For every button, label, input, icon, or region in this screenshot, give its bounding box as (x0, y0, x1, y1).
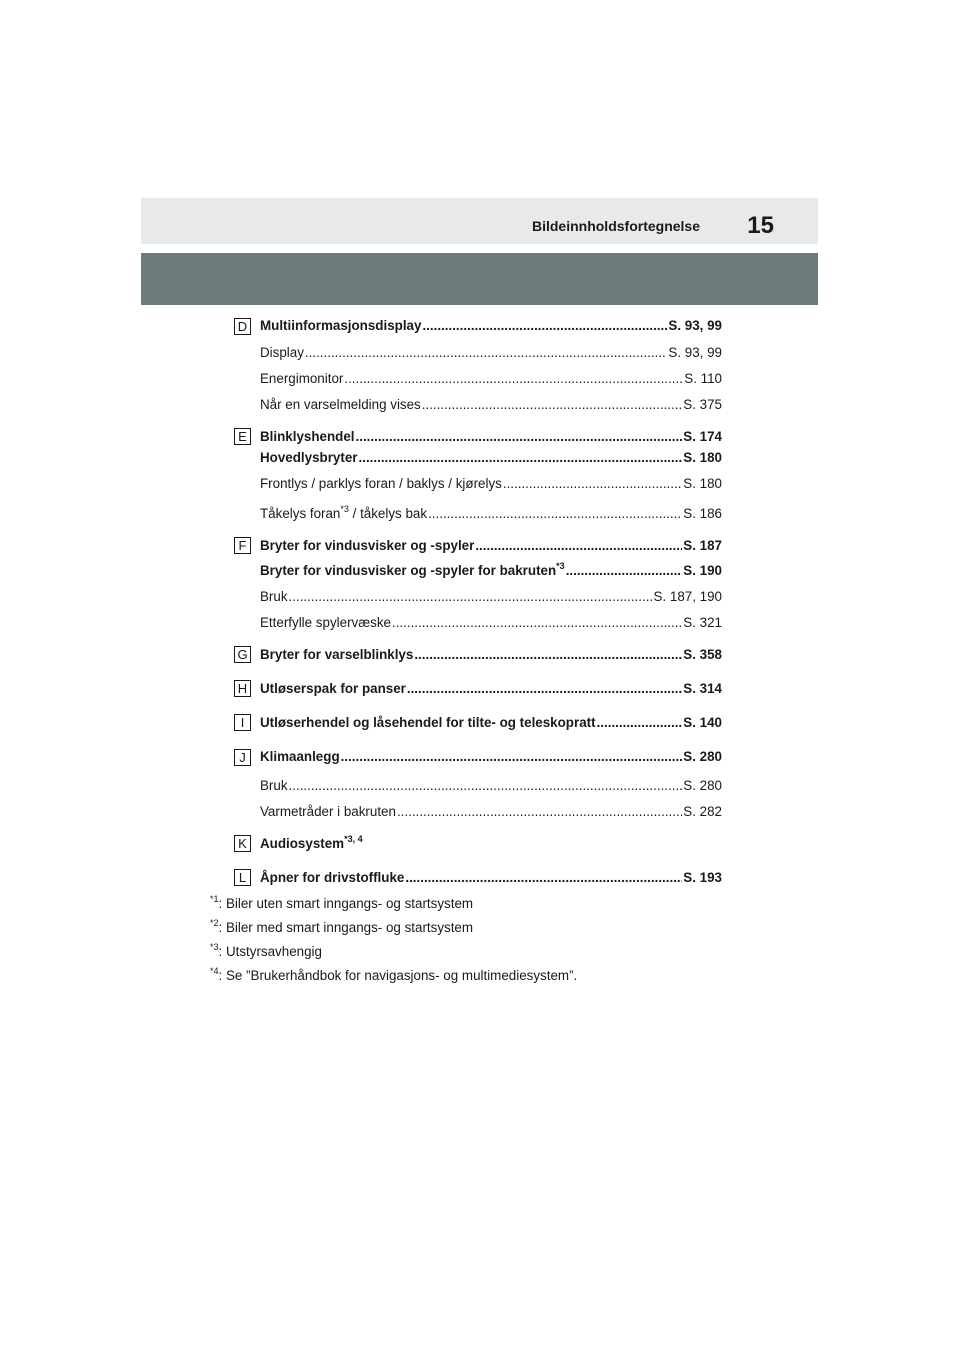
footnote-ref: *3 (340, 503, 349, 514)
entry-label: Bruk (260, 778, 288, 793)
entry-page: S. 375 (683, 397, 722, 412)
section-letter-e: E (234, 428, 251, 445)
entry-page: S. 93, 99 (668, 318, 722, 333)
section-letter-f: F (234, 537, 251, 554)
toc-entry[interactable] (260, 778, 722, 793)
entry-page: S. 110 (684, 371, 722, 386)
entry-page: S. 186 (683, 506, 722, 521)
toc-entry[interactable] (260, 870, 722, 885)
toc-entry[interactable] (260, 681, 722, 696)
entry-page: S. 193 (683, 870, 722, 885)
entry-page: S. 358 (683, 647, 722, 662)
entry-page: S. 140 (683, 715, 722, 730)
section-letter-j: J (234, 749, 251, 766)
entry-label: Hovedlysbryter (260, 450, 358, 465)
footnote: $^{*4}$: Se ”Brukerhåndbok for navigasjons- og multimediesystem”. (210, 965, 578, 983)
toc-entry[interactable] (260, 804, 722, 819)
section-letter-d: D (234, 318, 251, 335)
entry-page: S. 180 (683, 476, 722, 491)
footnote-ref: *3 (556, 560, 565, 571)
entry-page: S. 321 (683, 615, 722, 630)
entry-label: Multiinformasjonsdisplay (260, 318, 422, 333)
toc-entry[interactable] (260, 450, 722, 465)
page-header (141, 198, 818, 244)
section-letter-g: G (234, 646, 251, 663)
entry-label: Når en varselmelding vises (260, 397, 421, 412)
toc-entry[interactable] (260, 615, 722, 630)
entry-page: S. 282 (683, 804, 722, 819)
footnote: $^{*3}$: Utstyrsavhengig (210, 941, 322, 959)
entry-page: S. 174 (683, 429, 722, 444)
footnote: $^{*1}$: Biler uten smart inngangs- og startsystem (210, 893, 474, 911)
entry-label: Blinklyshendel (260, 429, 355, 444)
footnote: $^{*2}$: Biler med smart inngangs- og startsystem (210, 917, 474, 935)
toc-entry[interactable] (260, 318, 722, 333)
toc-entry[interactable] (260, 560, 722, 578)
section-letter-l: L (234, 869, 251, 886)
entry-label: Klimaanlegg (260, 749, 340, 764)
entry-label: Display (260, 345, 304, 360)
entry-page: S. 93, 99 (668, 345, 722, 360)
toc-entry[interactable] (260, 715, 722, 730)
entry-page: S. 314 (683, 681, 722, 696)
entry-label: Tåkelys foran$^{*3}$ / tåkelys bak (260, 503, 428, 521)
toc-entry[interactable] (260, 833, 722, 851)
toc-entry[interactable] (260, 476, 722, 491)
entry-label: Bruk (260, 589, 288, 604)
entry-label: Utløserhendel og låsehendel for tilte- og teleskopratt (260, 715, 596, 730)
entry-label: Bryter for varselblinklys (260, 647, 414, 662)
entry-page: S. 180 (683, 450, 722, 465)
toc-entry[interactable] (260, 647, 722, 662)
section-letter-i: I (234, 714, 251, 731)
toc-entry[interactable] (260, 589, 722, 604)
header-title: Bildeinnholdsfortegnelse (531, 218, 700, 234)
toc-entry[interactable] (260, 371, 722, 386)
toc-entry[interactable] (260, 345, 722, 360)
toc-entry[interactable] (260, 429, 722, 444)
toc-entry[interactable] (260, 538, 722, 553)
entry-label: Energimonitor (260, 371, 344, 386)
footnote-ref: *3, 4 (344, 833, 363, 844)
toc-entry[interactable] (260, 397, 722, 412)
header-band (141, 253, 818, 305)
section-letter-k: K (234, 835, 251, 852)
entry-label: Åpner for drivstoffluke (260, 870, 405, 885)
entry-label: Bryter for vindusvisker og -spyler for bakruten$^{*3}$ (260, 560, 565, 578)
entry-label: Bryter for vindusvisker og -spyler (260, 538, 475, 553)
entry-label: Audiosystem$^{*3, 4}$ (260, 833, 363, 851)
entry-page: S. 280 (683, 749, 722, 764)
toc-entry[interactable] (260, 749, 722, 764)
page-number: 15 (747, 212, 774, 239)
section-letter-h: H (234, 680, 251, 697)
entry-page: S. 280 (683, 778, 722, 793)
toc-entry[interactable] (260, 503, 722, 521)
entry-label: Utløserspak for panser (260, 681, 406, 696)
entry-page: S. 187, 190 (653, 589, 722, 604)
entry-label: Varmetråder i bakruten (260, 804, 396, 819)
entry-page: S. 187 (683, 538, 722, 553)
entry-label: Frontlys / parklys foran / baklys / kjørelys (260, 476, 502, 491)
entry-label: Etterfylle spylervæske (260, 615, 391, 630)
entry-page: S. 190 (683, 563, 722, 578)
